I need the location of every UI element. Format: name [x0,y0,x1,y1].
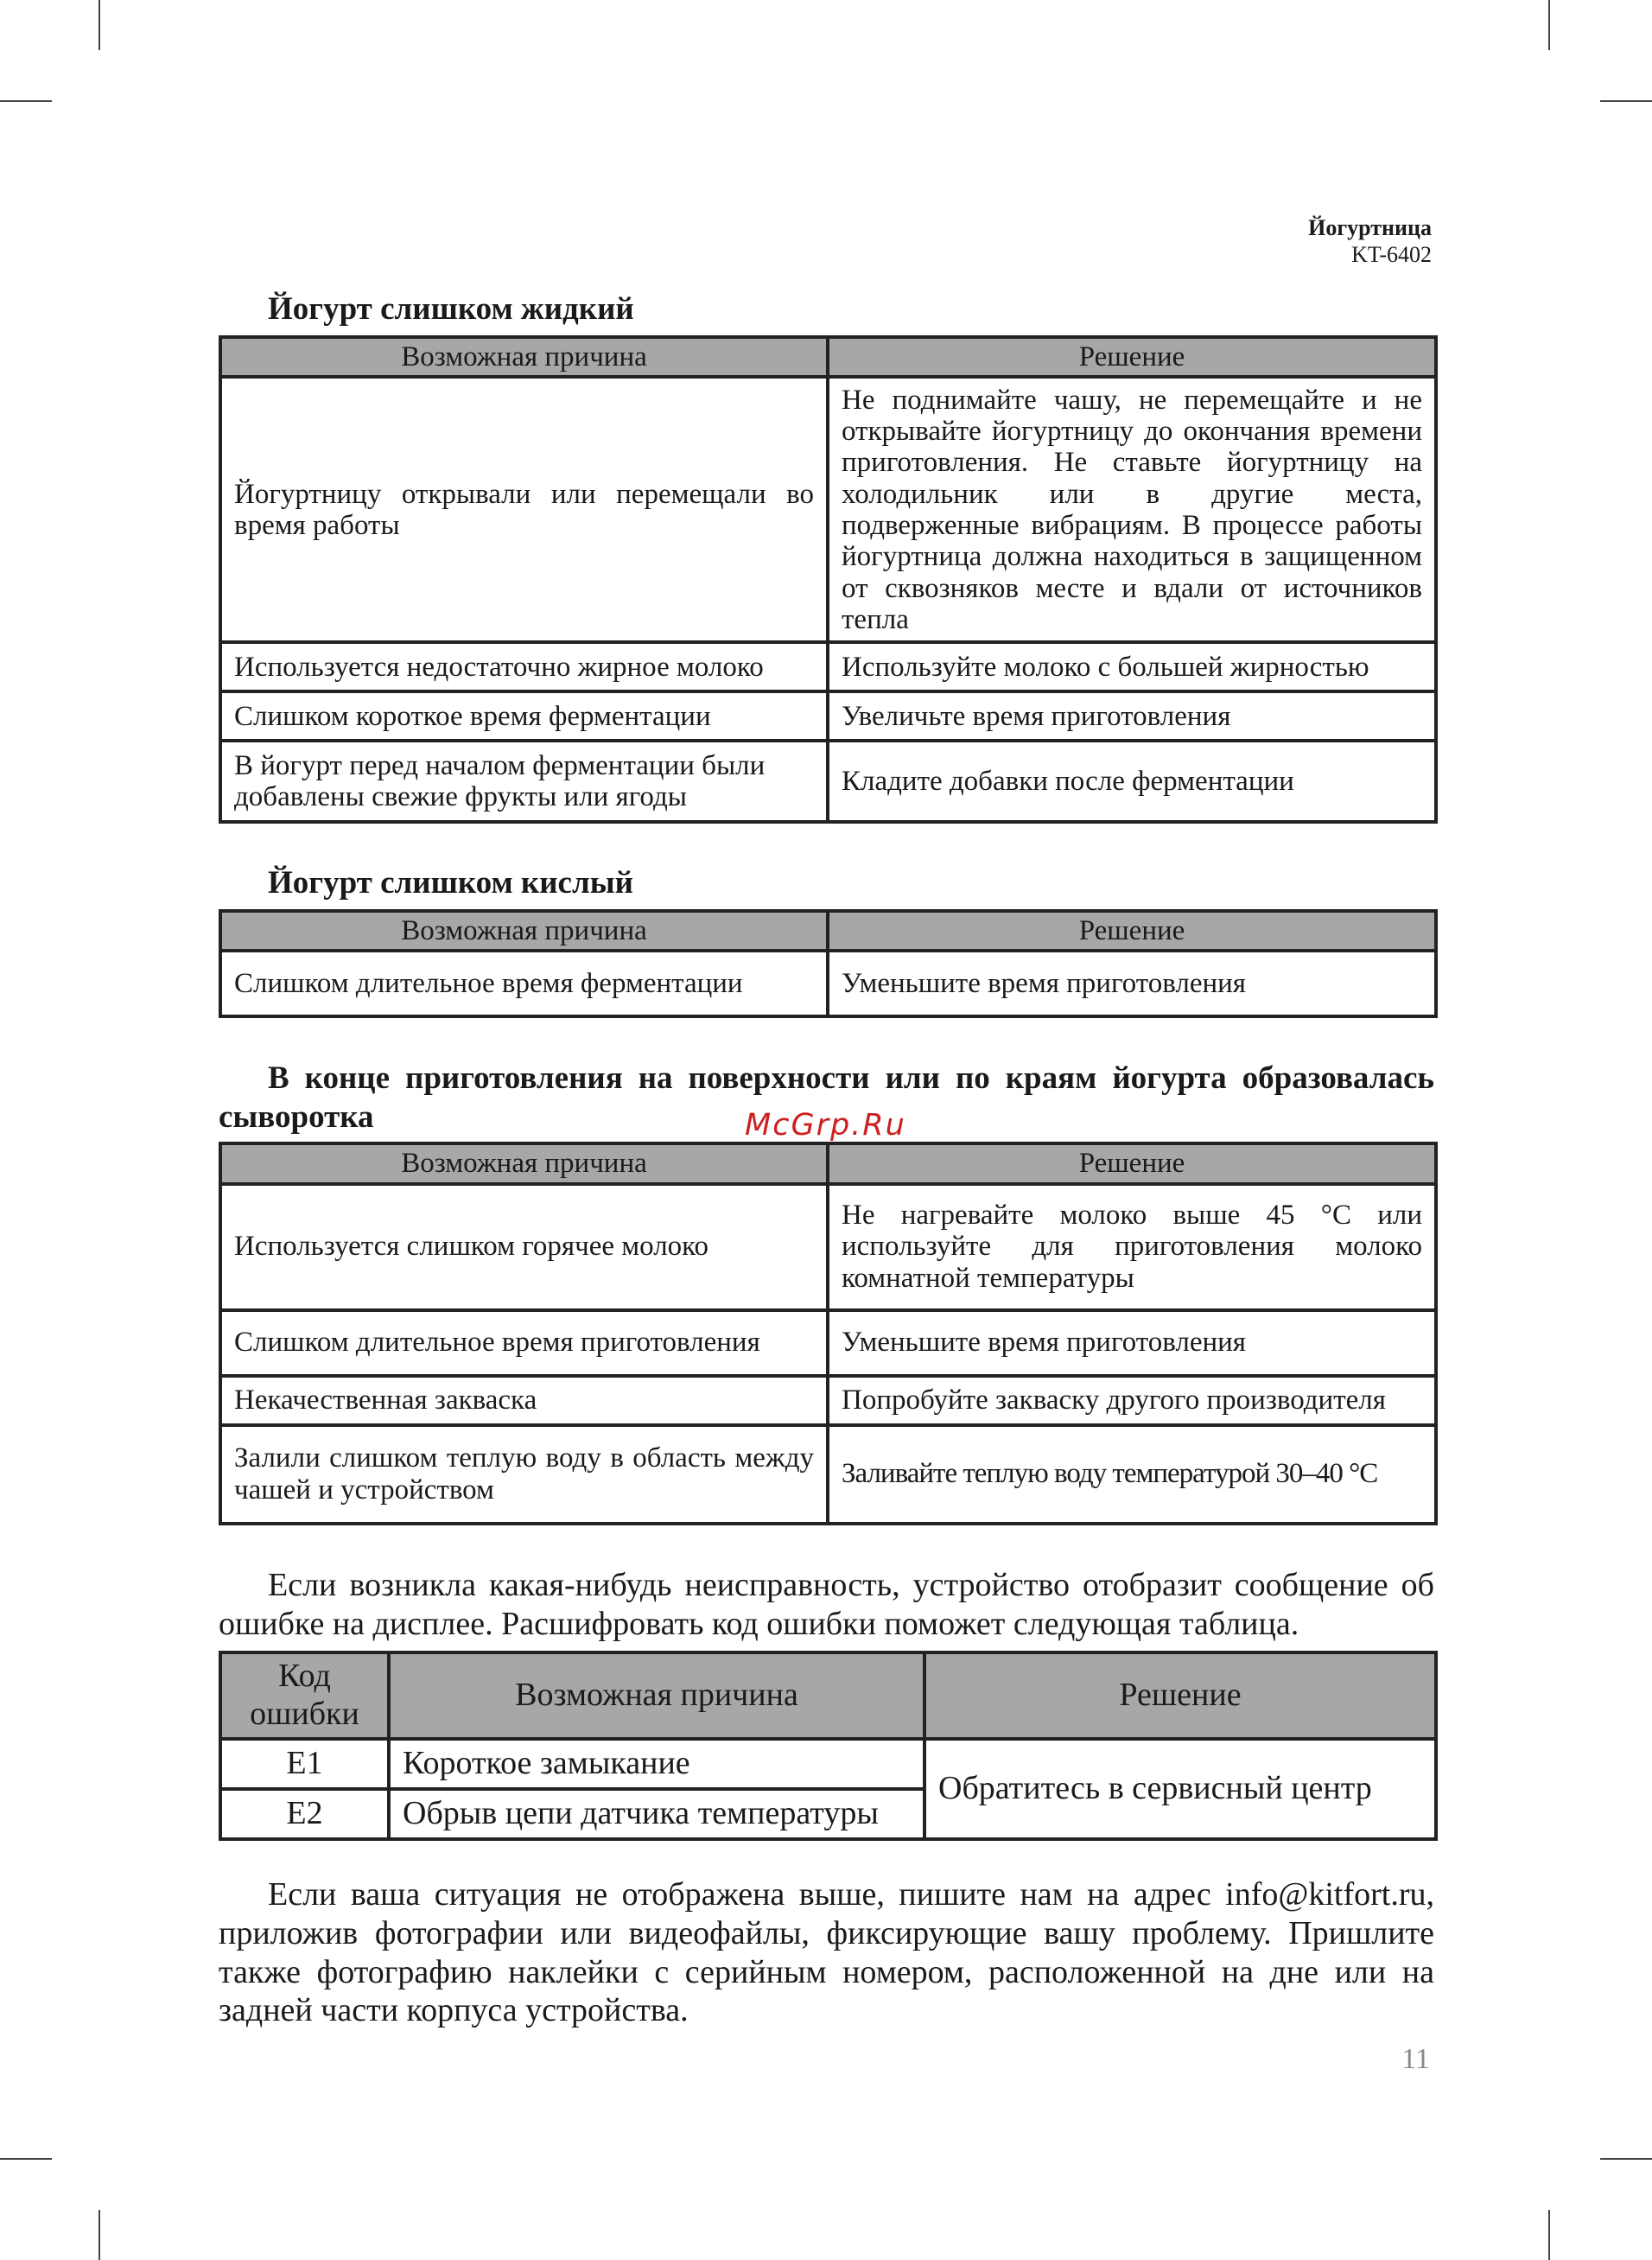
section-too-liquid [219,290,1434,824]
closing-paragraph: Если ваша ситуация не отображена выше, пишите нам на адрес info@kitfort.ru, приложив фотографии или видеофайлы, фиксирующие вашу проблему. Пришлите также фотографию наклейки с серийным номером, расположенной на дне или на задней части корпуса устройства. [219,1876,1434,2029]
table-row [220,1425,1436,1524]
cause-cell: Слишком длительное время приготовления [220,1310,828,1376]
table-row [220,1184,1436,1310]
troubleshooting-table [219,1142,1438,1525]
crop-mark [1600,100,1652,102]
header-solution: Решение [924,1652,1436,1739]
header-solution: Решение [828,337,1436,377]
table-row [220,951,1436,1016]
section-title: В конце приготовления на поверхности или по краям йогурта образовалась сыворотка [219,1060,1434,1136]
header-solution: Решение [828,911,1436,951]
section-title: Йогурт слишком жидкий [268,291,634,327]
table-row [220,1739,1436,1789]
cause-cell: Используется слишком горячее молоко [220,1184,828,1310]
solution-cell: Используйте молоко с большей жирностью [828,642,1436,691]
header-code: Код ошибки [220,1652,389,1739]
watermark: McGrp.Ru [745,1108,906,1143]
error-code-cell: E2 [220,1789,389,1839]
cause-cell: Короткое замыкание [389,1739,924,1789]
solution-cell: Заливайте теплую воду температурой 30–40 °C [828,1425,1436,1524]
product-name: Йогуртница [1308,215,1432,240]
solution-cell: Попробуйте закваску другого производителя [828,1376,1436,1425]
table-row [220,741,1436,822]
section-too-sour [219,863,1434,1018]
error-code-table [219,1651,1438,1841]
header-cause: Возможная причина [220,1143,828,1183]
header-cause: Возможная причина [220,337,828,377]
error-code-cell: E1 [220,1739,389,1789]
cause-cell: Слишком длительное время ферментации [220,951,828,1016]
section-title: Йогурт слишком кислый [268,865,633,901]
table-header-row [220,337,1436,377]
page-number: 11 [1401,2043,1430,2075]
crop-mark [1600,2158,1652,2160]
table-row [220,691,1436,741]
cause-cell: В йогурт перед началом ферментации были добавлены свежие фрукты или ягоды [220,741,828,822]
error-intro-block [219,1566,1434,1644]
error-code-block [219,1651,1434,1841]
cause-cell: Йогуртницу открывали или перемещали во время работы [220,377,828,642]
crop-mark [98,0,100,50]
table-row [220,1310,1436,1376]
solution-cell: Уменьшите время приготовления [828,951,1436,1016]
table-row [220,377,1436,642]
troubleshooting-table [219,909,1438,1018]
crop-mark [0,100,52,102]
solution-cell: Уменьшите время приготовления [828,1310,1436,1376]
cause-cell: Слишком короткое время ферментации [220,691,828,741]
error-intro-paragraph: Если возникла какая-нибудь неисправность, устройство отобразит сообщение об ошибке на дисплее. Расшифровать код ошибки поможет следующая таблица. [219,1567,1434,1642]
crop-mark [1548,0,1550,50]
solution-cell: Увеличьте время приготовления [828,691,1436,741]
header-solution: Решение [828,1143,1436,1183]
header-cause: Возможная причина [389,1652,924,1739]
cause-cell: Залили слишком теплую воду в область между чашей и устройством [220,1425,828,1524]
crop-mark [0,2158,52,2160]
troubleshooting-table [219,335,1438,824]
closing-block [219,1875,1434,2030]
header-cause: Возможная причина [220,911,828,951]
solution-cell: Не поднимайте чашу, не перемещайте и не открывайте йогуртницу до окончания времени приготовления. Не ставьте йогуртницу на холодильник или в другие места, подверженные вибрациям. В процессе работы йогуртница должна находиться в защищенном от сквозняков месте и вдали от источников тепла [828,377,1436,642]
cause-cell: Некачественная закваска [220,1376,828,1425]
table-header-row [220,911,1436,951]
model-number: KT-6402 [1351,242,1432,268]
running-header [1308,214,1432,268]
solution-cell: Обратитесь в сервисный центр [924,1739,1436,1839]
table-header-row [220,1652,1436,1739]
table-row [220,1376,1436,1425]
cause-cell: Обрыв цепи датчика температуры [389,1789,924,1839]
table-header-row [220,1143,1436,1183]
crop-mark [98,2210,100,2260]
solution-cell: Кладите добавки после ферментации [828,741,1436,822]
cause-cell: Используется недостаточно жирное молоко [220,642,828,691]
solution-cell: Не нагревайте молоко выше 45 °C или используйте для приготовления молоко комнатной температуры [828,1184,1436,1310]
table-row [220,642,1436,691]
crop-mark [1548,2210,1550,2260]
